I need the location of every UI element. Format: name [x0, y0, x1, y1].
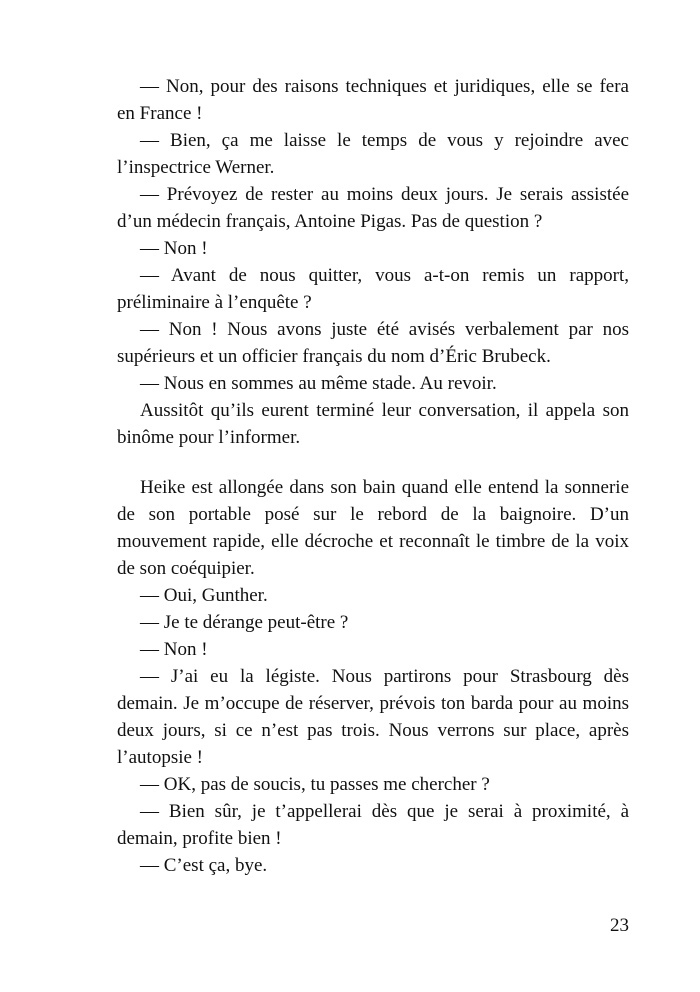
paragraph: — Non ! Nous avons juste été avisés verbalement par nos supérieurs et un officier français du nom d’Éric Brubeck.	[117, 319, 629, 367]
page-number: 23	[610, 915, 629, 936]
paragraph: — Oui, Gunther.	[140, 585, 268, 606]
paragraph: — Avant de nous quitter, vous a-t-on remis un rapport, préliminaire à l’enquête ?	[117, 265, 629, 313]
paragraph: — C’est ça, bye.	[140, 855, 268, 876]
paragraph: — Bien sûr, je t’appellerai dès que je serai à proximité, à demain, profite bien !	[117, 801, 629, 849]
paragraph: — Non, pour des raisons techniques et juridiques, elle se fera en France !	[117, 76, 629, 124]
dialogue-section-2	[117, 474, 629, 879]
paragraph: — Nous en sommes au même stade. Au revoir.	[140, 373, 497, 394]
paragraph: — J’ai eu la légiste. Nous partirons pour Strasbourg dès demain. Je m’occupe de réserver, prévois ton barda pour au moins deux jours, si ce n’est pas trois. Nous verrons sur place, après l’autopsie !	[117, 666, 629, 768]
paragraph: — Prévoyez de rester au moins deux jours. Je serais assistée d’un médecin français, Antoine Pigas. Pas de question ?	[117, 184, 629, 232]
paragraph: — Je te dérange peut-être ?	[140, 612, 349, 633]
dialogue-section-1	[117, 73, 629, 451]
paragraph: Aussitôt qu’ils eurent terminé leur conversation, il appela son binôme pour l’informer.	[117, 400, 629, 448]
paragraph: — Non !	[140, 639, 208, 660]
paragraph: — OK, pas de soucis, tu passes me chercher ?	[140, 774, 490, 795]
paragraph: Heike est allongée dans son bain quand elle entend la sonnerie de son portable posé sur le rebord de la baignoire. D’un mouvement rapide, elle décroche et reconnaît le timbre de la voix de son coéquipier.	[117, 477, 629, 579]
paragraph: — Non !	[140, 238, 208, 259]
paragraph: — Bien, ça me laisse le temps de vous y rejoindre avec l’inspectrice Werner.	[117, 130, 629, 178]
